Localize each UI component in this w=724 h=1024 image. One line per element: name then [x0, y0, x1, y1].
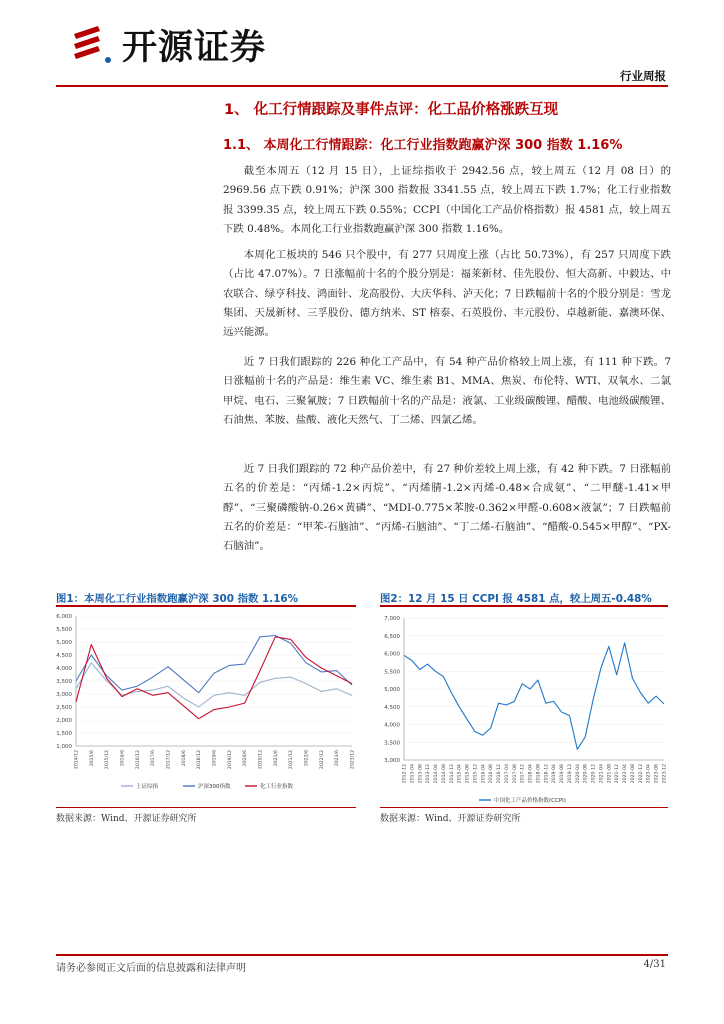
y-tick-label: 2,000	[56, 718, 72, 724]
y-tick-label: 3,000	[384, 758, 400, 764]
y-tick-label: 5,500	[56, 627, 72, 633]
figure-2-chart	[380, 610, 668, 806]
x-tick-label: 2021-04	[599, 764, 605, 784]
legend-label: 中国化工产品价格指数(CCPI)	[494, 798, 566, 804]
x-tick-label: 2015-12	[473, 764, 479, 784]
x-tick-label: 2023-08	[654, 764, 660, 784]
x-tick-label: 2019/12	[227, 750, 233, 770]
x-tick-label: 2022-12	[638, 764, 644, 784]
legend-label: 沪深300指数	[198, 784, 231, 790]
x-tick-label: 2023-04	[646, 764, 652, 784]
x-tick-label: 2021/12	[289, 750, 295, 770]
paragraph-price-spreads: 近 7 日我们跟踪的 72 种产品价差中，有 27 种价差较上周上涨，有 42 种下跌。7 日涨幅前五名的价差是：“丙烯-1.2×丙烷”、“丙烯腈-1.2×丙烯-0.48×合成氨”、“二甲醚-1.41×甲醇”、“三聚磷酸钠-0.26×黄磷”、“MDI-0.775×苯胺-0.362×甲醛-0.608×液氯”；7 日跌幅前五名的价差是：“甲苯-石脑油”、“丙烯-石脑油”、“丁二烯-石脑油”、“醋酸-0.545×甲醇”、“PX-石脑油”。	[223, 463, 671, 553]
x-tick-label: 2012-12	[402, 764, 408, 784]
x-tick-label: 2015/12	[105, 750, 111, 770]
figure-1-divider	[56, 605, 356, 607]
footer-divider	[56, 954, 668, 956]
x-tick-label: 2022-04	[623, 764, 629, 784]
y-tick-label: 4,000	[384, 722, 400, 729]
x-tick-label: 2014-04	[434, 764, 440, 784]
report-type: 行业周报	[620, 69, 666, 83]
y-tick-label: 1,500	[56, 731, 72, 737]
figure-1-chart	[56, 610, 356, 806]
x-tick-label: 2022-08	[630, 764, 636, 784]
x-tick-label: 2015-04	[457, 764, 463, 784]
x-tick-label: 2022/12	[319, 750, 325, 770]
x-tick-label: 2018/12	[197, 750, 203, 770]
x-tick-label: 2018-08	[536, 764, 542, 784]
chart2-series-0-line	[404, 643, 664, 749]
x-tick-label: 2017-04	[504, 764, 510, 784]
x-tick-label: 2018/6	[181, 750, 187, 767]
x-tick-label: 2020-12	[591, 764, 597, 784]
x-tick-label: 2014/12	[74, 750, 80, 770]
x-tick-label: 2020/6	[243, 750, 249, 767]
x-tick-label: 2021-12	[615, 764, 621, 784]
y-tick-label: 2,500	[56, 705, 72, 711]
x-tick-label: 2017-12	[520, 764, 526, 784]
x-tick-label: 2020-04	[575, 764, 581, 784]
y-tick-label: 4,500	[384, 704, 400, 711]
y-tick-label: 3,000	[56, 692, 72, 698]
paragraph-stock-movers: 本周化工板块的 546 只个股中，有 277 只周度上涨（占比 50.73%），有 257 只周度下跌（占比 47.07%）。7 日涨幅前十名的个股分别是：福莱新材、佳先股份、恒大高新、中毅达、中农联合、绿亨科技、鸿面针、龙高股份、大庆华科、泸天化；7 日跌幅前十名的个股分别是：雪龙集团、天晟新材、三孚股份、德方纳米、ST 榕泰、石英股份、丰元股份、卓越新能、嘉澳环保、远兴能源。	[223, 249, 671, 339]
x-tick-label: 2023/6	[335, 750, 341, 767]
x-tick-label: 2015-08	[465, 764, 471, 784]
x-tick-label: 2014-08	[441, 764, 447, 784]
x-tick-label: 2017/6	[151, 750, 157, 767]
x-tick-label: 2017-08	[512, 764, 518, 784]
y-tick-label: 7,000	[384, 616, 400, 622]
x-tick-label: 2018-12	[544, 764, 550, 784]
figure-2-divider	[380, 605, 668, 607]
x-tick-label: 2013-04	[410, 764, 416, 784]
logo-mark-icon	[68, 22, 114, 68]
x-tick-label: 2015/6	[89, 750, 95, 767]
y-tick-label: 6,000	[56, 614, 72, 620]
y-tick-label: 1,000	[56, 744, 72, 750]
footer-disclaimer: 请务必参阅正文后面的信息披露和法律声明	[56, 963, 246, 974]
x-tick-label: 2019-04	[552, 764, 558, 784]
y-tick-label: 3,500	[384, 740, 400, 747]
x-tick-label: 2016-08	[489, 764, 495, 784]
x-tick-label: 2018-04	[528, 764, 534, 784]
paragraph-product-prices: 近 7 日我们跟踪的 226 种化工产品中，有 54 种产品价格较上周上涨，有 111 种下跌。7 日涨幅前十名的产品是：维生素 VC、维生素 B1、MMA、焦炭、布伦特、WTI、双氧水、二氯甲烷、电石、三聚氰胺；7 日跌幅前十名的产品是：液氯、工业级碳酸锂、醋酸、电池级碳酸锂、石油焦、苯胺、盐酸、液化天然气、丁二烯、四氯乙烯。	[223, 356, 671, 426]
x-tick-label: 2013-12	[426, 764, 432, 784]
x-tick-label: 2016/12	[135, 750, 141, 770]
figure-2-title: 图2：12 月 15 日 CCPI 报 4581 点，较上周五-0.48%	[380, 593, 652, 605]
chart1-series-1-line	[76, 636, 352, 693]
y-tick-label: 4,500	[56, 653, 72, 659]
y-tick-label: 6,500	[384, 633, 400, 640]
x-tick-label: 2021-08	[607, 764, 613, 784]
legend-label: 化工行业指数	[260, 784, 294, 790]
x-tick-label: 2019-08	[560, 764, 566, 784]
legend-label: 上证综指	[136, 784, 159, 790]
x-tick-label: 2020-08	[583, 764, 589, 784]
chart1-series-0-line	[76, 663, 352, 707]
x-tick-label: 2019/6	[212, 750, 218, 767]
header-divider	[56, 85, 668, 87]
company-logo	[68, 22, 266, 68]
x-tick-label: 2016-04	[481, 764, 487, 784]
x-tick-label: 2023/12	[350, 750, 356, 770]
subsection-heading: 1.1、 本周化工行情跟踪：化工行业指数跑赢沪深 300 指数 1.16%	[223, 138, 623, 153]
y-tick-label: 5,000	[384, 687, 400, 693]
figure-2-bottom-divider	[380, 807, 668, 808]
figure-1-source: 数据来源：Wind、开源证券研究所	[56, 814, 197, 824]
x-tick-label: 2014-12	[449, 764, 455, 784]
company-name: 开源证券	[122, 28, 267, 68]
x-tick-label: 2016/6	[120, 750, 126, 767]
x-tick-label: 2016-12	[497, 764, 503, 784]
x-tick-label: 2021/6	[273, 750, 279, 767]
x-tick-label: 2023-12	[662, 764, 668, 784]
x-tick-label: 2013-08	[418, 764, 424, 784]
y-tick-label: 5,000	[56, 640, 72, 646]
section-heading: 1、 化工行情跟踪及事件点评：化工品价格涨跌互现	[224, 102, 559, 118]
x-tick-label: 2017/12	[166, 750, 172, 770]
figure-2-source: 数据来源：Wind、开源证券研究所	[380, 814, 521, 824]
y-tick-label: 6,000	[384, 651, 400, 658]
x-tick-label: 2019-12	[567, 764, 573, 784]
figure-1-bottom-divider	[56, 807, 356, 808]
x-tick-label: 2020/12	[258, 750, 264, 770]
paragraph-market-summary: 截至本周五（12 月 15 日），上证综指收于 2942.56 点，较上周五（12 月 08 日）的 2969.56 点下跌 0.91%；沪深 300 指数报 3341.55 点，较上周五下跌 1.7%；化工行业指数报 3399.35 点，较上周五下跌 0.55%；CCPI（中国化工产品价格指数）报 4581 点，较上周五下跌 0.48%。本周化工行业指数跑赢沪深 300 指数 1.16%。	[223, 165, 671, 235]
x-tick-label: 2022/6	[304, 750, 310, 767]
page-number: 4/31	[643, 959, 666, 970]
y-tick-label: 3,500	[56, 679, 72, 685]
figure-1-title: 图1：本周化工行业指数跑赢沪深 300 指数 1.16%	[56, 593, 299, 605]
y-tick-label: 4,000	[56, 666, 72, 672]
chart1-series-2-line	[76, 637, 352, 719]
y-tick-label: 5,500	[384, 669, 400, 676]
